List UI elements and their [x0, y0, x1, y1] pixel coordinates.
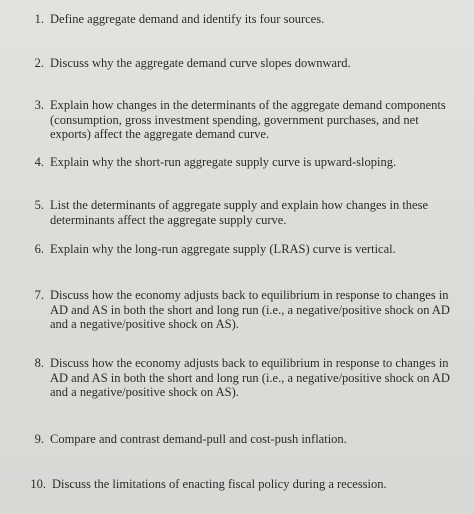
question-text: List the determinants of aggregate supply and explain how changes in these determinants affect the aggregate supply curve.: [50, 198, 429, 227]
question-number: 1.: [34, 12, 44, 26]
question-number: 2.: [34, 56, 44, 70]
question-text: Discuss how the economy adjusts back to equilibrium in response to changes in AD and AS in both the short and long run (i.e., a negative/positive shock on AD and a negative/positive shock on AS).: [50, 356, 450, 399]
question-number: 6.: [34, 242, 44, 256]
question-number: 5.: [34, 198, 44, 212]
question-number: 7.: [34, 288, 44, 302]
question-text: Compare and contrast demand-pull and cost-push inflation.: [50, 432, 347, 446]
question-text: Discuss how the economy adjusts back to equilibrium in response to changes in AD and AS in both the short and long run (i.e., a negative/positive shock on AD and a negative/positive shock on AS).: [50, 288, 450, 331]
question-text: Discuss why the aggregate demand curve slopes downward.: [50, 56, 351, 70]
question-number: 3.: [34, 98, 44, 112]
question-text: Discuss the limitations of enacting fiscal policy during a recession.: [52, 477, 387, 491]
question-text: Explain how changes in the determinants of the aggregate demand components (consumption, gross investment spending, government purchases, and net exports) affect the aggregate demand curve.: [50, 98, 446, 141]
question-number: 10.: [30, 477, 46, 491]
question-number: 4.: [34, 155, 44, 169]
question-text: Explain why the long-run aggregate supply (LRAS) curve is vertical.: [50, 242, 396, 256]
question-number: 9.: [34, 432, 44, 446]
question-number: 8.: [34, 356, 44, 370]
question-text: Explain why the short-run aggregate supply curve is upward-sloping.: [50, 155, 397, 169]
question-text: Define aggregate demand and identify its four sources.: [50, 12, 325, 26]
